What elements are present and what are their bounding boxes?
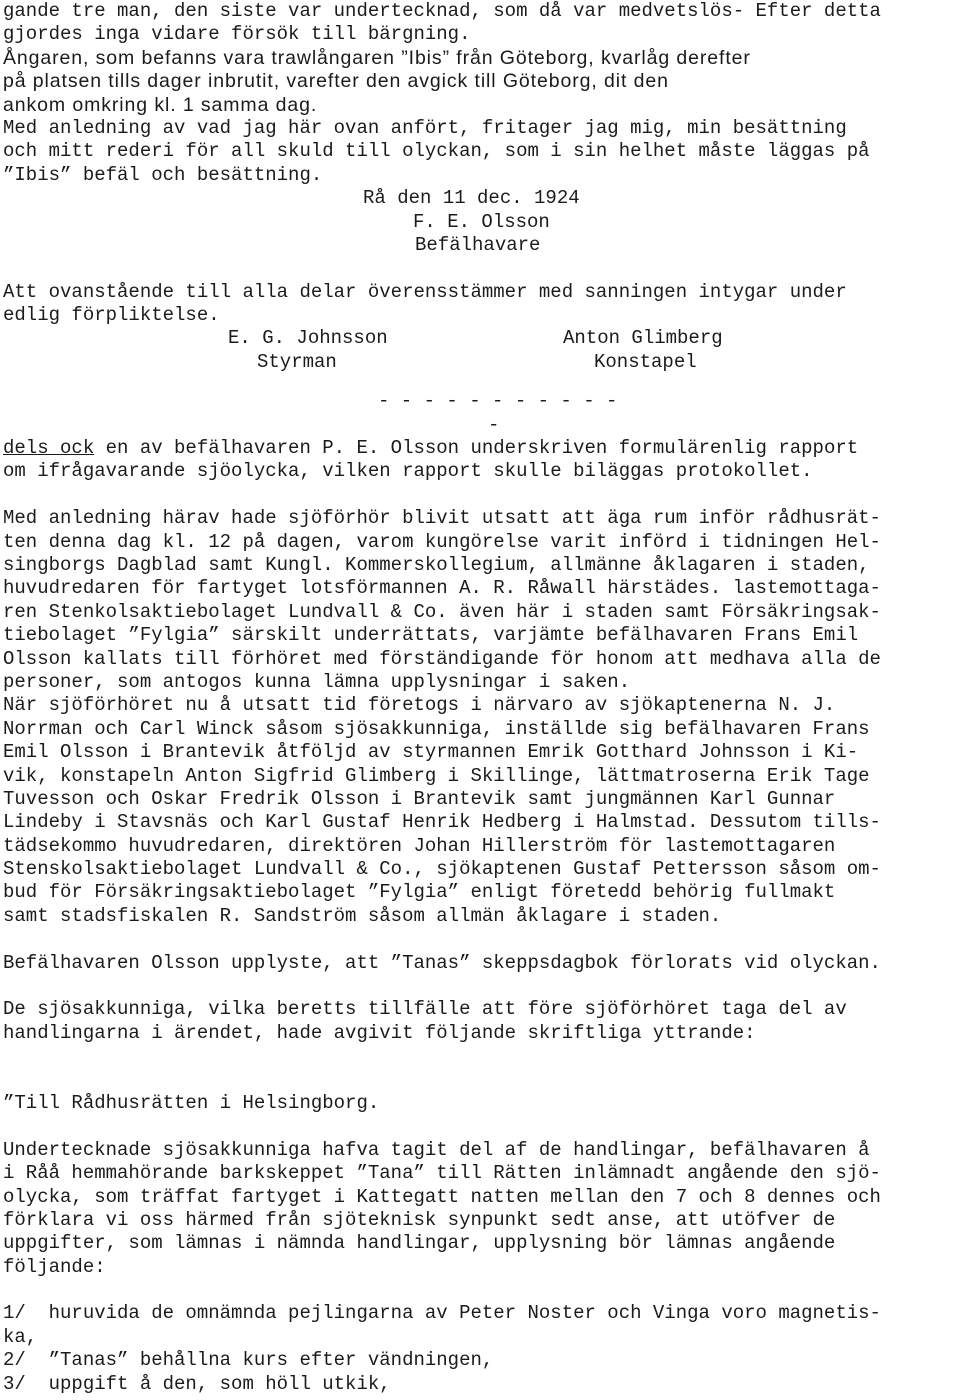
text-line: ten denna dag kl. 12 på dagen, varom kungörelse varit införd i tidningen Hel- — [3, 530, 881, 553]
paragraph-maritime-hearing — [3, 507, 957, 928]
address-line — [3, 1092, 957, 1115]
paragraph-logbook — [3, 952, 957, 975]
paragraph-rescue-ended — [3, 0, 957, 47]
signature-place-date: Rå den 11 dec. 1924 — [363, 187, 580, 210]
spacer — [3, 1045, 957, 1068]
witness-signatures — [3, 327, 957, 374]
paragraph-expert-statement — [3, 1139, 957, 1279]
text-line: samt stadsfiskalen R. Sandström såsom allmän åklagare i staden. — [3, 904, 722, 927]
text-line: ankom omkring kl. 1 samma dag. — [3, 93, 318, 116]
spacer — [3, 484, 957, 507]
text-line: gande tre man, den siste var undertecknad, som då var medvetslös- Efter detta — [3, 0, 881, 22]
numbered-list — [3, 1302, 957, 1396]
text-line: Tuvesson och Oskar Fredrik Olsson i Brantevik samt jungmännen Karl Gunnar — [3, 787, 836, 810]
text-line: Undertecknade sjösakkunniga hafva tagit del af de handlingar, befälhavaren å — [3, 1138, 870, 1161]
text-line: Med anledning härav hade sjöförhör blivit utsatt att äga rum inför rådhusrät- — [3, 507, 881, 530]
list-item: 1/ huruvida de omnämnda pejlingarna av Peter Noster och Vinga voro magnetis- — [3, 1302, 881, 1325]
text-line: förklara vi oss härmed från sjöteknisk synpunkt sedt anse, att utöfver de — [3, 1208, 836, 1231]
witness-titles-row — [3, 351, 957, 374]
witness-left-title: Styrman — [257, 350, 337, 373]
text-line: handlingarna i ärendet, hade avgivit följande skriftliga yttrande: — [3, 1021, 756, 1044]
text-line — [3, 437, 957, 460]
spacer — [3, 257, 957, 280]
list-item: 3/ uppgift å den, som höll utkik, — [3, 1372, 391, 1395]
text-line: tiebolaget ”Fylgia” särskilt underrättats, varjämte befälhavaren Frans Emil — [3, 624, 859, 647]
text-line: Olsson kallats till förhöret med förständigande för honom att medhava alla de — [3, 647, 881, 670]
spacer — [3, 975, 957, 998]
text-line: olycka, som träffat fartyget i Kattegatt natten mellan den 7 och 8 dennes och — [3, 1185, 881, 1208]
spacer — [3, 374, 957, 390]
text-line: på platsen tills dager inbrutit, varefter den avgick till Göteborg, dit den — [3, 70, 669, 93]
text-line: bud för Försäkringsaktiebolaget ”Fylgia” enligt företedd behörig fullmakt — [3, 881, 836, 904]
text-line: huvudredaren för fartyget lotsförmannen A. R. Råwall härstädes. lastemottaga- — [3, 577, 881, 600]
paragraph-report — [3, 437, 957, 484]
signature-title: Befälhavare — [415, 233, 541, 256]
text-line: ren Stenkolsaktiebolaget Lundvall & Co. även här i staden samt Försäkringsak- — [3, 600, 881, 623]
paragraph-steamer-ibis — [3, 47, 957, 117]
text-line: Lindeby i Stavsnäs och Karl Gustaf Henrik Hedberg i Halmstad. Dessutom tills- — [3, 811, 881, 834]
spacer — [3, 1115, 957, 1138]
dash-line: - — [488, 413, 500, 436]
witness-right-title: Konstapel — [594, 350, 697, 373]
text-line: Norrman och Carl Winck såsom sjösakkunniga, inställde sig befälhavaren Frans — [3, 717, 870, 740]
text-line: singborgs Dagblad samt Kungl. Kommerskollegium, allmänne åklagaren i staden, — [3, 553, 870, 576]
separator-dashes — [3, 390, 957, 437]
underlined-text: dels ock — [3, 437, 95, 460]
dash-line: - - - - - - - - - - - — [378, 390, 618, 413]
text-line: Befälhavaren Olsson upplyste, att ”Tanas” skeppsdagbok förlorats vid olyckan. — [3, 951, 881, 974]
text-line: Ångaren, som befanns vara trawlångaren ”Ibis” från Göteborg, kvarlåg derefter — [3, 46, 751, 69]
text-line: Att ovanstående till alla delar överensstämmer med sanningen intygar under — [3, 280, 847, 303]
attestation — [3, 281, 957, 328]
text-line: ”Ibis” befäl och besättning. — [3, 163, 323, 186]
spacer — [3, 928, 957, 951]
witness-right-name: Anton Glimberg — [563, 327, 723, 350]
text-line: Emil Olsson i Brantevik åtföljd av styrmannen Emrik Gotthard Johnsson i Ki- — [3, 741, 859, 764]
text-line: personer, som antogos kunna lämna upplysningar i saken. — [3, 670, 631, 693]
witness-names-row — [3, 327, 957, 350]
text-line: i Råå hemmahörande barkskeppet ”Tana” till Rätten inlämnadt angående den sjö- — [3, 1162, 881, 1185]
text-line: och mitt rederi för all skuld till olyckan, som i sin helhet måste läggas på — [3, 140, 870, 163]
text-line: ”Till Rådhusrätten i Helsingborg. — [3, 1091, 380, 1114]
text-line: De sjösakkunniga, vilka beretts tillfälle att före sjöförhöret taga del av — [3, 998, 847, 1021]
text-line: tädsekommo huvudredaren, direktören Johan Hillerström för lastemottagaren — [3, 834, 836, 857]
text-line: edlig förpliktelse. — [3, 304, 220, 327]
text-line: gjordes inga vidare försök till bärgning. — [3, 23, 471, 46]
paragraph-liability — [3, 117, 957, 187]
text-line: uppgifter, som lämnas i nämnda handlingar, upplysning bör lämnas angående — [3, 1232, 836, 1255]
text-line: följande: — [3, 1255, 106, 1278]
witness-left-name: E. G. Johnsson — [228, 327, 388, 350]
text-line: om ifrågavarande sjöolycka, vilken rapport skulle biläggas protokollet. — [3, 460, 813, 483]
signature-name: F. E. Olsson — [413, 210, 550, 233]
paragraph-experts — [3, 998, 957, 1045]
text-line: Med anledning av vad jag här ovan anfört, fritager jag mig, min besättning — [3, 116, 847, 139]
list-item: 2/ ”Tanas” behållna kurs efter vändningen, — [3, 1349, 494, 1372]
text-fragment: en av befälhavaren P. E. Olsson underskriven formulärenlig rapport — [94, 437, 859, 460]
spacer — [3, 1279, 957, 1302]
text-line: Stenskolsaktiebolaget Lundvall & Co., sjökaptenen Gustaf Pettersson såsom om- — [3, 858, 881, 881]
spacer — [3, 1069, 957, 1092]
document-page — [3, 0, 957, 1396]
text-line: vik, konstapeln Anton Sigfrid Glimberg i Skillinge, lättmatroserna Erik Tage — [3, 764, 870, 787]
captain-signature — [3, 187, 957, 257]
list-item: ka, — [3, 1325, 38, 1348]
text-line: När sjöförhöret nu å utsatt tid företogs i närvaro av sjökaptenerna N. J. — [3, 694, 836, 717]
